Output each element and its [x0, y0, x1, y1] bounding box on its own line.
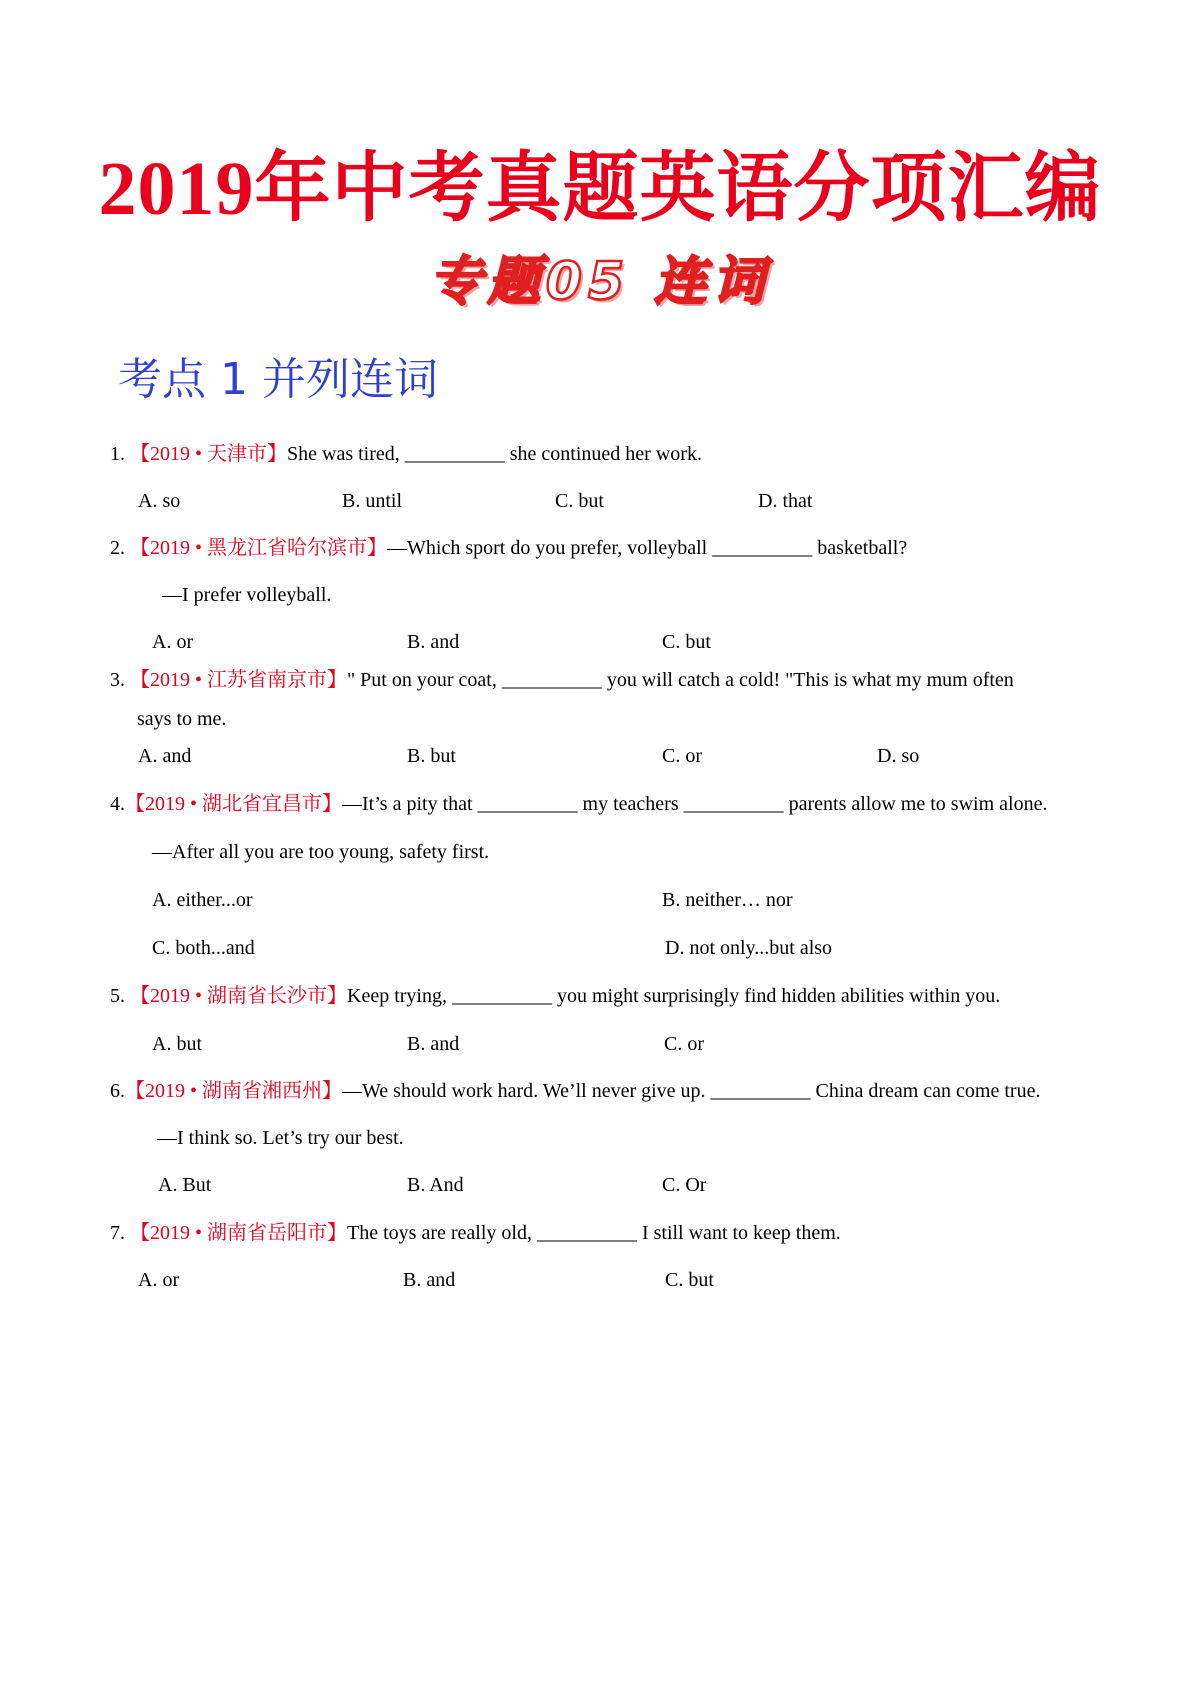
question-number: 4.: [110, 793, 125, 815]
question-number: 6.: [110, 1080, 125, 1102]
question-source: 【2019 • 湖南省岳阳市】: [130, 1222, 348, 1244]
option-4-d: D. not only...but also: [665, 937, 833, 959]
option-7-b: B. and: [403, 1269, 456, 1291]
option-1-c: C. but: [555, 490, 604, 512]
option-6-b: B. And: [407, 1174, 464, 1196]
option-3-c: C. or: [662, 745, 702, 767]
question-number: 3.: [110, 669, 125, 691]
question-number: 1.: [110, 443, 125, 465]
option-2-b: B. and: [407, 631, 460, 653]
question-source: 【2019 • 湖北省宜昌市】: [125, 793, 343, 815]
option-7-c: C. but: [665, 1269, 714, 1291]
question-number: 2.: [110, 537, 125, 559]
question-stem: —Which sport do you prefer, volleyball __________ basketball?: [387, 537, 908, 559]
document-title: 2019年中考真题英语分项汇编: [98, 147, 1102, 231]
question-source: 【2019 • 湖南省长沙市】: [130, 985, 348, 1007]
question-3-stem-continued: says to me.: [137, 708, 227, 730]
question-1: [110, 440, 702, 468]
document-subtitle: 专题05 连词: [429, 252, 771, 312]
question-2: [110, 534, 907, 562]
question-stem: —We should work hard. We’ll never give up. __________ China dream can come true.: [342, 1080, 1041, 1102]
option-3-d: D. so: [877, 745, 920, 767]
option-6-c: C. Or: [662, 1174, 707, 1196]
question-6: [110, 1077, 1040, 1105]
question-stem: She was tired, __________ she continued her work.: [287, 443, 702, 465]
question-7: [110, 1219, 841, 1247]
option-2-c: C. but: [662, 631, 711, 653]
question-stem: Keep trying, __________ you might surprisingly find hidden abilities within you.: [347, 985, 1001, 1007]
option-3-b: B. but: [407, 745, 456, 767]
option-1-b: B. until: [342, 490, 403, 512]
option-5-b: B. and: [407, 1033, 460, 1055]
option-5-a: A. but: [152, 1033, 202, 1055]
question-source: 【2019 • 江苏省南京市】: [130, 669, 348, 691]
option-5-c: C. or: [664, 1033, 704, 1055]
question-3: [110, 666, 1014, 694]
question-number: 7.: [110, 1222, 125, 1244]
question-5: [110, 982, 1000, 1010]
question-6-reply: —I think so. Let’s try our best.: [157, 1127, 404, 1149]
question-4-reply: —After all you are too young, safety first.: [152, 841, 490, 863]
question-source: 【2019 • 天津市】: [130, 443, 288, 465]
option-1-d: D. that: [758, 490, 813, 512]
option-6-a: A. But: [158, 1174, 212, 1196]
option-7-a: A. or: [138, 1269, 180, 1291]
option-4-b: B. neither… nor: [662, 889, 793, 911]
question-stem: The toys are really old, __________ I still want to keep them.: [347, 1222, 841, 1244]
option-4-c: C. both...and: [152, 937, 255, 959]
option-2-a: A. or: [152, 631, 194, 653]
question-stem: " Put on your coat, __________ you will catch a cold! "This is what my mum often: [347, 669, 1014, 691]
question-number: 5.: [110, 985, 125, 1007]
question-4: [110, 790, 1047, 818]
option-3-a: A. and: [138, 745, 192, 767]
option-4-a: A. either...or: [152, 889, 253, 911]
option-1-a: A. so: [138, 490, 181, 512]
question-source: 【2019 • 黑龙江省哈尔滨市】: [130, 537, 388, 559]
question-2-reply: —I prefer volleyball.: [162, 584, 332, 606]
section-heading: 考点 1 并列连词: [118, 354, 438, 405]
question-source: 【2019 • 湖南省湘西州】: [125, 1080, 343, 1102]
question-stem: —It’s a pity that __________ my teachers __________ parents allow me to swim alone.: [342, 793, 1048, 815]
